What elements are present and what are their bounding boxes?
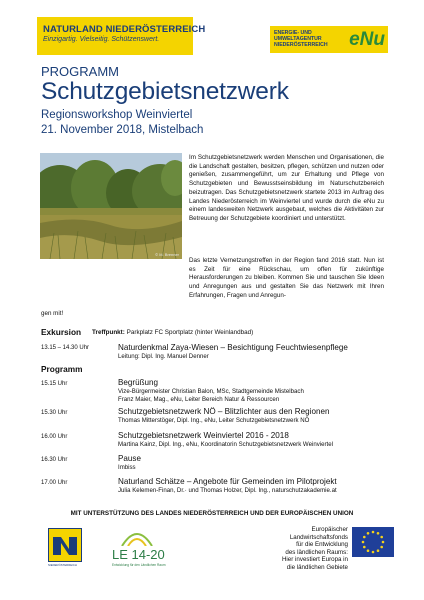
programm-item-speaker: Franz Maier, Mag., eNu, Leiter Bereich Natur & Ressourcen — [118, 396, 280, 403]
noe-caption: NIEDERÖSTERREICH — [48, 563, 77, 567]
wetland-photo — [40, 153, 182, 259]
enu-line-2: UMWELTAGENTUR — [274, 36, 322, 43]
le-14-20-logo: LE 14-20 — [112, 547, 165, 562]
programm-heading: Programm — [41, 364, 83, 374]
event-date: 21. November 2018, Mistelbach — [41, 124, 204, 136]
eu-fund-line: Europäischer — [311, 526, 348, 533]
programm-item-time: 16.00 Uhr — [41, 434, 68, 440]
intro-paragraph-2-end: gen mit! — [41, 310, 64, 317]
photo-credit: © M. Brenner — [155, 252, 179, 257]
programm-item-title: Schutzgebietsnetzwerk NÖ – Blitzlichter aus den Regionen — [118, 407, 330, 416]
eu-fund-line: die ländlichen Gebiete — [286, 563, 348, 571]
naturland-title: NATURLAND NIEDERÖSTERREICH — [43, 24, 206, 35]
support-statement: MIT UNTERSTÜTZUNG DES LANDES NIEDERÖSTERREICH UND DER EUROPÄISCHEN UNION — [70, 510, 354, 517]
eu-fund-text — [242, 526, 348, 572]
programm-item-time: 15.30 Uhr — [41, 410, 68, 416]
le-caption: Entwicklung für den Ländlichen Raum — [112, 563, 166, 567]
niederoesterreich-logo — [48, 528, 82, 562]
treffpunkt-value: Parkplatz FC Sportplatz (hinter Weinlandbad) — [126, 329, 254, 336]
eu-fund-line: für die Entwicklung — [296, 541, 348, 549]
exkursion-leitung: Leitung: Dipl. Ing. Manuel Denner — [118, 353, 209, 360]
programm-item-speaker: Thomas Mitterstöger, Dipl. Ing., eNu, Leiter Schutzgebietsnetzwerk NÖ — [118, 417, 310, 424]
page-title: Schutzgebietsnetzwerk — [41, 78, 289, 105]
naturland-logo — [37, 17, 206, 55]
programm-item-speaker: Vize-Bürgermeister Christian Balon, MSc, Stadtgemeinde Mistelbach — [118, 388, 304, 395]
treffpunkt-label: Treffpunkt: — [92, 329, 125, 336]
exkursion-heading: Exkursion — [41, 327, 82, 337]
eu-flag-icon — [352, 527, 394, 557]
enu-line-1: ENERGIE- UND — [274, 30, 312, 36]
programm-item-speaker: Julia Kelemen-Finan, Dr.· und Thomas Holzer, Dipl. Ing., naturschutzakademie.at — [118, 487, 337, 494]
naturland-slogan: Einzigartig. Vielseitig. Schützenswert. — [43, 36, 160, 43]
enu-line-3: NIEDERÖSTERREICH — [274, 42, 328, 49]
eu-fund-line: Hier investiert Europa in — [281, 556, 348, 564]
programm-item-title: Begrüßung — [118, 378, 159, 387]
intro-paragraph-2: Das letzte Vernetzungstreffen in der Region fand 2016 statt. Nun ist es Zeit für eine Rückschau, um offen für zukünftige Herausforderungen zu bleiben. Kommen Sie und tauschen Sie Ideen und Anregungen aus und gestalten Sie das Netzwerk mit Ihren Erfahrungen, Fragen und Anregun- — [189, 257, 384, 299]
exkursion-title: Naturdenkmal Zaya-Wiesen – Besichtigung Feuchtwiesenpflege — [118, 343, 348, 352]
enu-logo — [270, 26, 388, 53]
programm-item-title: Pause — [118, 454, 141, 463]
exkursion-time: 13.15 – 14.30 Uhr — [41, 345, 90, 351]
eu-fund-line: Landwirtschaftsfonds — [289, 533, 348, 541]
programm-item-title: Schutzgebietsnetzwerk Weinviertel 2016 - 2018 — [118, 431, 289, 440]
eu-fund-line: des ländlichen Raums: — [285, 548, 348, 556]
programm-label: PROGRAMM — [41, 64, 119, 79]
programm-item-title: Naturland Schätze – Angebote für Gemeinden im Pilotprojekt — [118, 477, 337, 486]
enu-mark: eNu — [349, 29, 385, 50]
programm-item-time: 17.00 Uhr — [41, 480, 68, 486]
programm-item-speaker: Imbiss — [118, 464, 136, 471]
programm-item-speaker: Martina Kainz, Dipl. Ing., eNu, Koordinatorin Schutzgebietsnetzwerk Weinviertel — [118, 441, 333, 448]
intro-paragraph-1: Im Schutzgebietsnetzwerk werden Menschen und Organisationen, die die Landschaft gestalten, besitzen, pflegen, schützen und nutzen oder genießen, zusammengeführt, um zur Erhaltung und Pflege von Schutzgebieten und Bewusstseinsbildung im Naturschutzbereich beizutragen. Das Schutzgebietsnetzwerk startete 2013 im Auftrag des Landes Niederösterreich im Weinviertel und wurde durch die eNu zu einem landesweiten Netzwerk ausgebaut, welches die Aktivitäten zur Betreuung der Schutzgebiete koordiniert und unterstützt. — [189, 154, 384, 222]
programm-item-time: 15.15 Uhr — [41, 381, 68, 387]
workshop-subtitle: Regionsworkshop Weinviertel — [41, 109, 193, 121]
programm-item-time: 16.30 Uhr — [41, 457, 68, 463]
treffpunkt — [92, 329, 253, 336]
